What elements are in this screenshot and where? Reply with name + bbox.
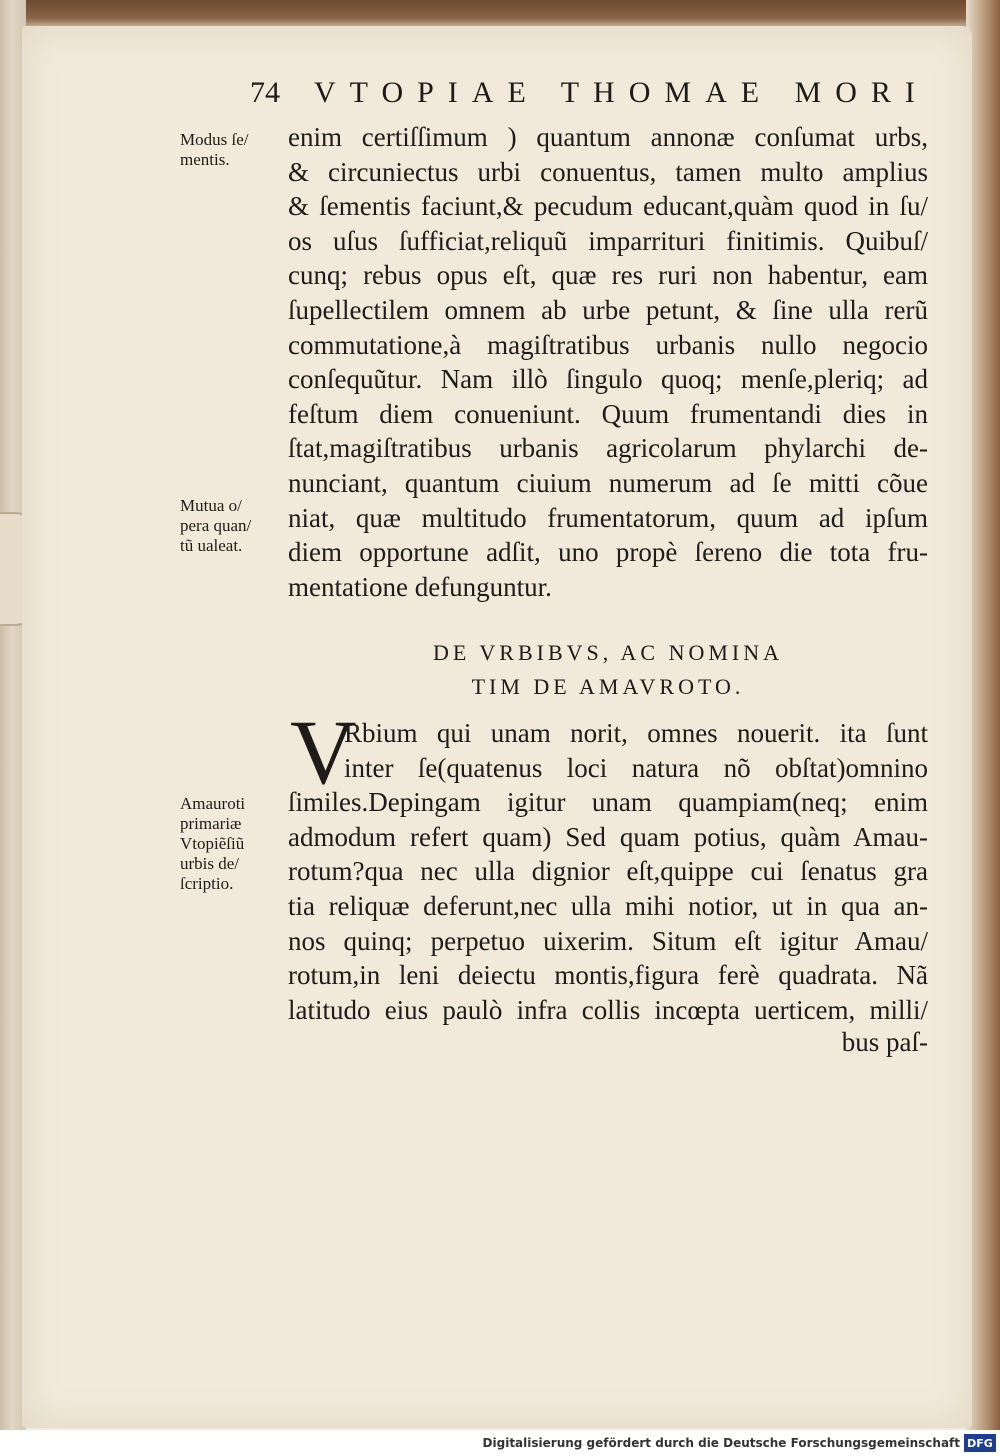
marginal-note-amauroti bbox=[180, 794, 284, 894]
text-line: cunq; rebus opus eſt, quæ res ruri non habentur, eam bbox=[288, 260, 928, 291]
body-paragraph-1 bbox=[288, 120, 928, 604]
heading-line: TIM DE AMAVROTO. bbox=[471, 674, 745, 699]
text-line: niat, quæ multitudo frumentatorum, quum ad ipſum bbox=[288, 502, 928, 533]
footer-credit-text: Digitalisierung gefördert durch die Deutsche Forschungsgemeinschaft bbox=[482, 1436, 960, 1450]
marginal-line: urbis de/ bbox=[180, 854, 240, 873]
text-line: & ſementis faciunt,& pecudum educant,quàm quod in ſu/ bbox=[288, 191, 928, 222]
marginal-note-modus-sementis bbox=[180, 130, 284, 170]
text-line: latitudo eius paulò infra collis incœpta uerticem, milli/ bbox=[288, 994, 928, 1025]
marginal-line: primariæ bbox=[180, 814, 242, 833]
drop-cap: V bbox=[290, 701, 357, 803]
text-line: enim certiſſimum ) quantum annonæ conſumat urbs, bbox=[288, 122, 928, 152]
marginal-line: ſcriptio. bbox=[180, 874, 234, 893]
marginal-line: mentis. bbox=[180, 150, 230, 169]
catchword: bus paſ- bbox=[841, 1027, 928, 1057]
text-line: nos quinq; perpetuo uixerim. Situm eſt igitur Amau/ bbox=[288, 925, 928, 956]
text-line: ſimiles.Depingam igitur unam quampiam(neq; enim bbox=[288, 787, 928, 818]
text-line: admodum refert quam) Sed quam potius, quàm Amau- bbox=[288, 821, 928, 852]
text-line: diem opportune adſit, uno propè ſereno die tota fru- bbox=[288, 537, 928, 568]
text-line: tia reliquæ deferunt,nec ulla mihi notior, ut in qua an- bbox=[288, 890, 928, 921]
running-title: VTOPIAE THOMAE MORI bbox=[314, 76, 929, 109]
text-line: commutatione,à magiſtratibus urbanis nullo negocio bbox=[288, 329, 928, 360]
body-paragraph-2 bbox=[288, 716, 928, 1027]
marginal-line: Mutua o/ bbox=[180, 496, 242, 515]
text-line: inter ſe(quatenus loci natura nõ obſtat)omnino bbox=[344, 752, 928, 783]
marginal-line: Vtopiẽſiũ bbox=[180, 834, 245, 853]
marginal-line: pera quan/ bbox=[180, 516, 252, 535]
page-number: 74 bbox=[250, 76, 280, 109]
running-head bbox=[250, 76, 930, 116]
marginal-line: Amauroti bbox=[180, 794, 246, 813]
text-line: rotum,in leni deiectu montis,figura ferè quadrata. Nã bbox=[288, 960, 928, 991]
section-heading bbox=[288, 636, 928, 704]
text-line: ſupellectilem omnem ab urbe petunt, & ſine ulla rerũ bbox=[288, 294, 928, 325]
text-line: Rbium qui unam norit, omnes nouerit. ita ſunt bbox=[344, 718, 928, 748]
text-line: os uſus ſufficiat,reliquũ imparrituri finitimis. Quibuſ/ bbox=[288, 225, 928, 256]
text-line: & circuniectus urbi conuentus, tamen multo amplius bbox=[288, 156, 928, 187]
text-line: mentatione defunguntur. bbox=[288, 571, 552, 602]
marginal-line: Modus ſe/ bbox=[180, 130, 249, 149]
footer-credit bbox=[0, 1430, 1000, 1456]
dfg-logo: DFG bbox=[964, 1434, 996, 1452]
text-line: feſtum diem conueniunt. Quum frumentandi dies in bbox=[288, 398, 928, 429]
marginal-line: tũ ualeat. bbox=[180, 536, 243, 555]
text-line: ſtat,magiſtratibus urbanis agricolarum phylarchi de- bbox=[288, 433, 928, 464]
heading-line: DE VRBIBVS, AC NOMINA bbox=[432, 640, 784, 665]
text-line: conſequũtur. Nam illò ſingulo quoq; menſe,pleriq; ad bbox=[288, 364, 928, 395]
text-line: rotum?qua nec ulla dignior eſt,quippe cui ſenatus gra bbox=[288, 856, 928, 887]
text-line: nunciant, quantum ciuium numerum ad ſe mitti cõue bbox=[288, 467, 928, 498]
marginal-note-mutua-opera bbox=[180, 496, 284, 556]
